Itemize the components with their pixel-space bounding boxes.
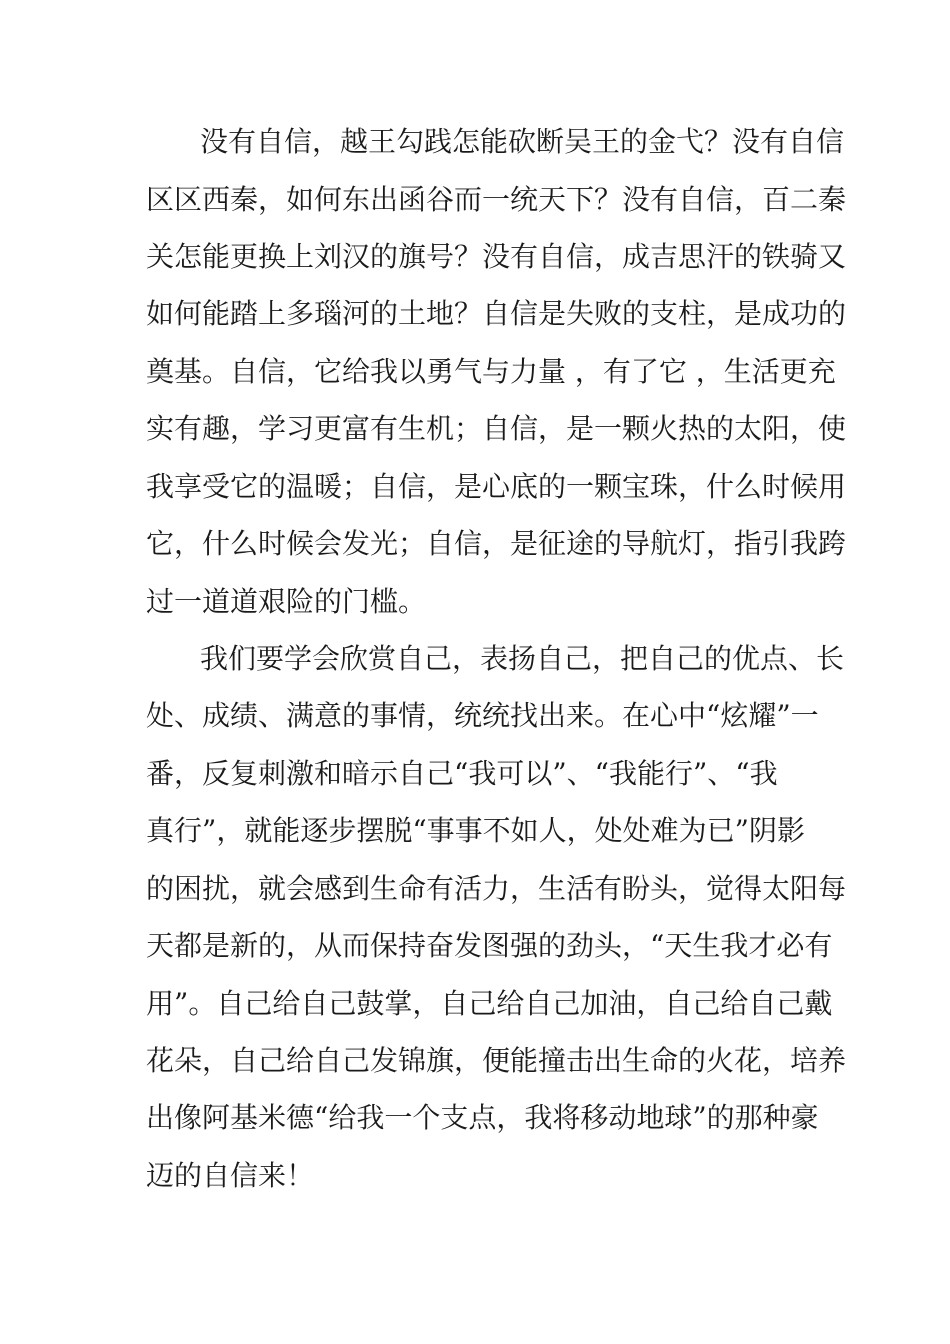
paragraph-2-line-6: 天都是新的，从而保持奋发图强的劲头，“天生我才必有 [146, 929, 833, 962]
paragraph-2-line-7: 用”。自己给自己鼓掌，自己给自己加油，自己给自己戴 [146, 987, 833, 1020]
paragraph-2-line-9: 出像阿基米德“给我一个支点，我将移动地球”的那种豪 [146, 1101, 819, 1134]
paragraph-2-line-10: 迈的自信来！ [146, 1159, 315, 1192]
paragraph-1-line-2: 区区西秦，如何东出函谷而一统天下？没有自信，百二秦 [146, 183, 847, 216]
paragraph-1-line-9: 过一道道艰险的门槛。 [146, 585, 427, 618]
paragraph-1-line-8: 它，什么时候会发光；自信，是征途的导航灯，指引我跨 [146, 527, 847, 560]
paragraph-1-line-1: 没有自信，越王勾践怎能砍断吴王的金弋？没有自信 [200, 125, 845, 158]
paragraph-2-line-5: 的困扰，就会感到生命有活力，生活有盼头，觉得太阳每 [146, 872, 847, 905]
paragraph-2-line-4: 真行”，就能逐步摆脱“事事不如人，处处难为已”阴影 [146, 814, 805, 847]
paragraph-2-line-2: 处、成绩、满意的事情，统统找出来。在心中“炫耀”一 [146, 699, 819, 732]
paragraph-1-line-5: 奠基。自信，它给我以勇气与力量 ，有了它 ，生活更充 [146, 355, 836, 388]
paragraph-1-line-6: 实有趣，学习更富有生机；自信，是一颗火热的太阳，使 [146, 412, 847, 445]
paragraph-2-line-3: 番，反复刺激和暗示自己“我可以”、“我能行”、“我 [146, 757, 778, 790]
paragraph-2-line-1: 我们要学会欣赏自己，表扬自己，把自己的优点、长 [200, 642, 845, 675]
paragraph-1-line-3: 关怎能更换上刘汉的旗号？没有自信，成吉思汗的铁骑又 [146, 240, 847, 273]
paragraph-2-line-8: 花朵，自己给自己发锦旗，便能撞击出生命的火花，培养 [146, 1044, 847, 1077]
paragraph-1-line-7: 我享受它的温暖；自信，是心底的一颗宝珠，什么时候用 [146, 470, 847, 503]
paragraph-1-line-4: 如何能踏上多瑙河的土地？自信是失败的支柱，是成功的 [146, 297, 847, 330]
